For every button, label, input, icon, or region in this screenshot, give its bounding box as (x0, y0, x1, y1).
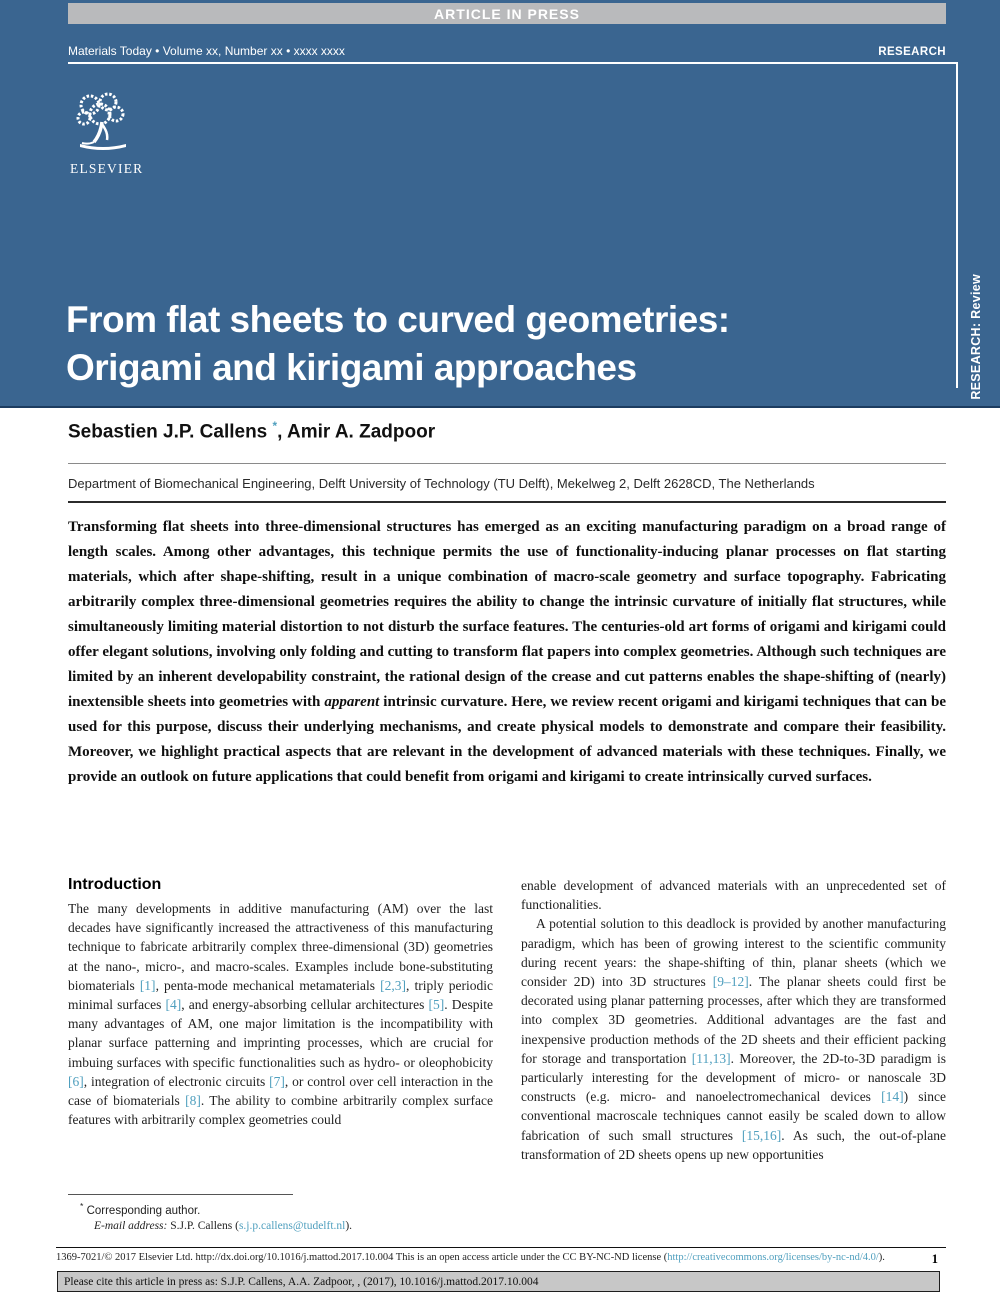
corresponding-author-text: Corresponding author. (86, 1204, 201, 1217)
text-segment: , integration of electronic circuits (83, 1073, 270, 1089)
copyright-license-text (56, 1252, 885, 1263)
footnote-asterisk: * (80, 1201, 84, 1211)
author-line (68, 420, 435, 443)
masthead-vertical-rule (956, 62, 958, 388)
text-segment: . Despite many advantages of AM, one major limitation is the incompatibility with planar surface patterning and imprinting processes, which are crucial for imbuing surfaces with specific functionalities such as hydro- or oleophobicity (68, 997, 493, 1070)
text-segment: apparent (324, 694, 380, 710)
journal-volume-info: Materials Today • Volume xx, Number xx • xxxx xxxx (68, 44, 345, 58)
text-segment: ) since conventional macroscale techniques cannot easily be scaled down to allow fabrication of such small structures (521, 1089, 947, 1143)
masthead-background (0, 0, 1000, 408)
text-segment: , penta-mode mechanical metamaterials (155, 977, 381, 993)
text-segment: Transforming flat sheets into three-dimensional structures has emerged as an exciting manufacturing paradigm on a broad range of length scales. Among other advantages, this technique permits the use of functionality-inducing planar processes on flat starting materials, which after shape-shifting, result in a unique combination of macro-scale geometry and surface topography. Fabricating arbitrarily complex three-dimensional geometries requires the ability to change the intrinsic curvature of initially flat structures, while simultaneously limiting material distortion to not disturb the surface features. The centuries-old art forms of origami and kirigami could offer elegant solutions, involving only folding and cutting to transform flat papers into complex geometries. Although such techniques are limited by an inherent developability constraint, the rational design of the crease and cut patterns enables the shape-shifting of (nearly) inextensible sheets into geometries with (68, 519, 946, 710)
elsevier-logo (70, 92, 144, 177)
masthead-horizontal-rule (68, 62, 958, 64)
body-paragraph (68, 899, 493, 1129)
hyperlink[interactable]: s.j.p.callens@tudelft.nl (238, 1219, 346, 1232)
corresponding-author-note (68, 1201, 498, 1217)
body-paragraph (521, 914, 946, 1164)
footer-line (56, 1252, 946, 1267)
citation-link[interactable]: [8] (185, 1093, 201, 1109)
text-segment: The many developments in additive manufacturing (AM) over the last decades have significantly increased the attractiveness of this manufacturing technique to fabricate arbitrarily complex three-dimensional (3D) geometries at the nano-, micro-, and macro-scales. Examples include bone-substituting biomaterials (68, 901, 493, 993)
text-segment: , Amir A. Zadpoor (277, 421, 436, 443)
text-segment: A potential solution to this deadlock is provided by another manufacturing paradigm, which has been of growing interest to the scientific community during recent years: the shape-shifting of thin, planar sheets (which we consider 2D) into 3D structures (521, 916, 946, 990)
banner-label: ARTICLE IN PRESS (434, 5, 580, 22)
text-segment: . The planar sheets could first be decorated using planar patterning processes, after which they are transformed into complex 3D geometries. Additional advantages are the fast and inexpensive production methods of the 2D sheets and their efficient packing for storage and transportation (521, 974, 947, 1066)
body-column-right (521, 876, 946, 1164)
text-segment: S.J.P. Callens ( (167, 1219, 239, 1232)
article-in-press-banner (68, 3, 946, 24)
article-title-line2: Origami and kirigami approaches (66, 347, 637, 388)
body-column-left (68, 876, 493, 1164)
article-title-line1: From flat sheets to curved geometries: (66, 299, 730, 340)
footer-divider (56, 1247, 946, 1248)
body-paragraph (521, 876, 946, 914)
citation-link[interactable]: [4] (165, 997, 182, 1013)
citation-notice-bar (57, 1271, 940, 1292)
text-segment: . As such, the out-of-plane transformation of 2D sheets opens up new opportunities (521, 1127, 946, 1162)
footnote-divider (68, 1194, 293, 1195)
section-label: RESEARCH (878, 46, 946, 58)
text-segment: , triply periodic minimal surfaces (68, 977, 493, 1013)
abstract-paragraph (68, 515, 946, 790)
text-segment: , and energy-absorbing cellular architectures (181, 997, 429, 1013)
text-segment: E-mail address: (94, 1219, 168, 1232)
text-segment: enable development of advanced materials with an unprecedented set of functionalities. (521, 878, 946, 913)
citation-link[interactable]: [2,3] (380, 977, 406, 993)
elsevier-wordmark: ELSEVIER (70, 161, 144, 176)
side-tab-label: RESEARCH: Review (969, 274, 983, 400)
affiliation-divider (68, 501, 946, 503)
text-segment: . Moreover, the 2D-to-3D paradigm is particularly interesting for the development of micro- or nanoscale 3D constructs (e.g. micro- and nanoelectromechanical devices (521, 1050, 946, 1105)
page-number: 1 (931, 1252, 938, 1266)
citation-link[interactable]: [14] (881, 1089, 904, 1105)
affiliation: Department of Biomechanical Engineering, Delft University of Technology (TU Delft), Mekelweg 2, Delft 2628CD, The Netherlands (68, 476, 815, 491)
section-heading-introduction: Introduction (68, 876, 162, 893)
citation-link[interactable]: [6] (68, 1073, 84, 1089)
authors-divider (68, 463, 946, 464)
text-segment: * (272, 420, 278, 433)
side-tab-research-review (962, 274, 990, 400)
text-segment: ). (878, 1252, 885, 1263)
text-segment: . The ability to combine arbitrarily complex surface features with arbitrarily complex geometries could (68, 1093, 493, 1128)
citation-notice-text: Please cite this article in press as: S.J.P. Callens, A.A. Zadpoor, , (2017), 10.1016/j.mattod.2017.10.004 (64, 1275, 539, 1288)
text-segment: Sebastien J.P. Callens (68, 421, 273, 443)
citation-link[interactable]: [1] (139, 977, 156, 993)
citation-link[interactable]: [15,16] (741, 1127, 782, 1143)
citation-link[interactable]: [9–12] (712, 974, 749, 990)
text-segment: 1369-7021/© 2017 Elsevier Ltd. http://dx.doi.org/10.1016/j.mattod.2017.10.004 This is an open access article under the CC BY-NC-ND license ( (56, 1252, 668, 1263)
text-segment: ). (345, 1219, 353, 1232)
citation-link[interactable]: [11,13] (691, 1050, 731, 1066)
email-address-note (68, 1220, 498, 1232)
elsevier-tree-icon (70, 92, 136, 154)
text-segment: intrinsic curvature. Here, we review recent origami and kirigami techniques that can be used for this purpose, discuss their underlying mechanisms, and create physical models to demonstrate and compare their feasibility. Moreover, we highlight practical aspects that are relevant in the development of advanced materials with these techniques. Finally, we provide an outlook on future applications that could benefit from origami and kirigami to create intrinsically curved surfaces. (68, 694, 946, 785)
citation-link[interactable]: [5] (428, 997, 445, 1013)
hyperlink[interactable]: http://creativecommons.org/licenses/by-nc-nd/4.0/ (667, 1252, 879, 1263)
article-title (66, 296, 730, 392)
text-segment: , or control over cell interaction in the case of biomaterials (68, 1073, 493, 1109)
body-columns (68, 876, 946, 1164)
footnote-block (68, 1192, 498, 1232)
citation-link[interactable]: [7] (269, 1073, 285, 1089)
masthead-line (68, 44, 946, 58)
